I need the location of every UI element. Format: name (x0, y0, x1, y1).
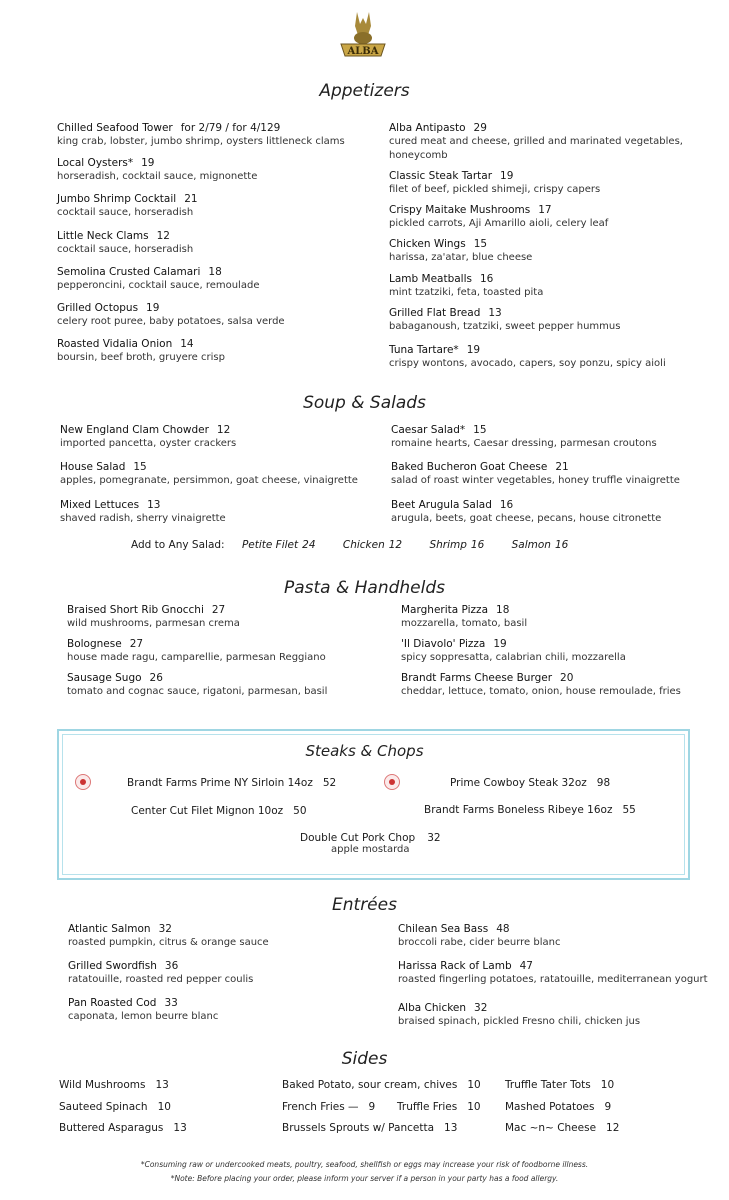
item-description: wild mushrooms, parmesan crema (67, 618, 240, 629)
item-price: 13 (147, 499, 161, 511)
item-price: 15 (133, 461, 147, 473)
side-item (59, 1101, 171, 1113)
item-name: New England Clam Chowder (60, 424, 209, 436)
steak-name: Brandt Farms Prime NY Sirloin 14oz (127, 777, 313, 789)
item-price: 32 (158, 923, 172, 935)
side-price: 9 (368, 1101, 376, 1113)
item-name: Tuna Tartare* (389, 344, 459, 356)
item-price: 27 (129, 638, 144, 650)
item-description: horseradish, cocktail sauce, mignonette (57, 171, 258, 182)
item-price: 13 (488, 307, 502, 319)
menu-item (57, 121, 345, 149)
menu-item (67, 637, 326, 665)
side-name: Mac ~n~ Cheese (505, 1122, 597, 1134)
item-price: 18 (208, 266, 222, 278)
item-name: Beet Arugula Salad (391, 499, 492, 511)
side-item (282, 1122, 457, 1134)
item-description: boursin, beef broth, gruyere crisp (57, 352, 225, 363)
svg-text:ALBA: ALBA (347, 46, 379, 57)
item-price: 20 (560, 672, 574, 684)
item-description: pepperoncini, cocktail sauce, remoulade (57, 280, 260, 291)
side-name: Truffle Tater Tots (505, 1079, 591, 1091)
item-description: arugula, beets, goat cheese, pecans, house citronette (391, 513, 662, 524)
item-price: 47 (519, 960, 533, 972)
steak-price: 32 (427, 832, 441, 844)
item-name: Harissa Rack of Lamb (398, 960, 512, 972)
steak-name: Center Cut Filet Mignon 10oz (131, 805, 284, 817)
steak-price: 52 (322, 777, 337, 789)
item-name: Grilled Flat Bread (389, 307, 481, 319)
item-price: 18 (496, 604, 510, 616)
addon-name: Petite Filet (241, 539, 299, 551)
menu-item (391, 423, 657, 451)
side-price: 10 (600, 1079, 615, 1091)
item-name: 'Il Diavolo' Pizza (401, 638, 486, 650)
item-name: Alba Antipasto (389, 122, 466, 134)
side-item (59, 1122, 187, 1134)
footnote-raw-food: *Consuming raw or undercooked meats, poultry, seafood, shellfish or eggs may increase your risk of foodborne illness. (140, 1160, 589, 1169)
menu-item (389, 272, 543, 300)
item-description: harissa, za'atar, blue cheese (389, 252, 533, 263)
item-name: Chicken Wings (389, 238, 466, 250)
item-price: 19 (500, 170, 514, 182)
item-description: caponata, lemon beurre blanc (68, 1011, 219, 1022)
item-price: 14 (180, 338, 194, 350)
item-description: broccoli rabe, cider beurre blanc (398, 937, 561, 948)
menu-item (68, 959, 253, 987)
item-name: Baked Bucheron Goat Cheese (391, 461, 548, 473)
side-name: Brussels Sprouts w/ Pancetta (282, 1122, 435, 1134)
addon-name: Chicken (342, 539, 385, 551)
item-description: roasted fingerling potatoes, ratatouille, mediterranean yogurt (398, 974, 708, 985)
item-description: mozzarella, tomato, basil (401, 618, 528, 629)
item-name: Semolina Crusted Calamari (57, 266, 201, 278)
side-item (505, 1079, 614, 1091)
item-price: 36 (164, 960, 179, 972)
item-description: ratatouille, roasted red pepper coulis (68, 974, 254, 985)
side-price: 10 (467, 1101, 481, 1113)
item-description: roasted pumpkin, citrus & orange sauce (68, 937, 269, 948)
menu-item (67, 603, 240, 631)
item-price: 19 (493, 638, 507, 650)
addon-name: Shrimp (429, 539, 467, 551)
item-name: Alba Chicken (398, 1002, 467, 1014)
item-description: braised spinach, pickled Fresno chili, chicken jus (398, 1016, 641, 1027)
menu-item (401, 671, 681, 699)
addon-price: 12 (388, 539, 403, 551)
item-price: 21 (555, 461, 569, 473)
menu-item (57, 301, 285, 329)
brandt-farms-badge-icon (75, 774, 91, 790)
menu-item (398, 1001, 640, 1029)
item-description: imported pancetta, oyster crackers (60, 438, 237, 449)
item-price: 19 (146, 302, 160, 314)
item-price: 12 (156, 230, 170, 242)
salad-addons (131, 539, 592, 551)
item-name: Crispy Maitake Mushrooms (389, 204, 531, 216)
menu-item (389, 169, 600, 197)
menu-item (389, 237, 532, 265)
addon-label: Add to Any Salad: (131, 539, 225, 551)
menu-item (389, 306, 620, 334)
item-name: Mixed Lettuces (60, 499, 140, 511)
item-name: Pan Roasted Cod (68, 997, 157, 1009)
item-price: 17 (538, 204, 552, 216)
item-name: Atlantic Salmon (68, 923, 151, 935)
menu-item (401, 603, 527, 631)
item-description: king crab, lobster, jumbo shrimp, oysters littleneck clams (57, 136, 345, 147)
item-price: 16 (480, 273, 494, 285)
steak-price: 55 (622, 804, 636, 816)
item-name: Chilled Seafood Tower (57, 122, 173, 134)
steak-item (424, 804, 636, 816)
item-description: tomato and cognac sauce, rigatoni, parmesan, basil (67, 686, 328, 697)
item-name: Braised Short Rib Gnocchi (67, 604, 204, 616)
menu-item (398, 959, 708, 987)
item-description: salad of roast winter vegetables, honey truffle vinaigrette (391, 475, 680, 486)
item-name: Jumbo Shrimp Cocktail (57, 193, 177, 205)
menu-item (389, 121, 709, 163)
side-item (505, 1101, 611, 1113)
menu-item (389, 203, 608, 231)
menu-item (67, 671, 327, 699)
item-price: 15 (473, 238, 488, 250)
section-title-soups: Soup & Salads (303, 393, 426, 413)
item-price: 12 (216, 424, 231, 436)
item-description: romaine hearts, Caesar dressing, parmesan croutons (391, 438, 657, 449)
menu-item (57, 156, 257, 184)
item-description: cocktail sauce, horseradish (57, 244, 194, 255)
side-price: 12 (606, 1122, 620, 1134)
item-description: cheddar, lettuce, tomato, onion, house remoulade, fries (401, 686, 681, 697)
item-description: cocktail sauce, horseradish (57, 207, 194, 218)
item-description: filet of beef, pickled shimeji, crispy capers (389, 184, 601, 195)
side-price: 10 (157, 1101, 171, 1113)
section-title-appetizers: Appetizers (319, 81, 410, 101)
item-description: spicy soppresatta, calabrian chili, mozzarella (401, 652, 626, 663)
item-name: Local Oysters* (57, 157, 134, 169)
side-name: Truffle Fries (397, 1101, 458, 1113)
item-name: Chilean Sea Bass (398, 923, 489, 935)
item-name: Classic Steak Tartar (389, 170, 493, 182)
menu-item (391, 498, 661, 526)
side-price: 13 (155, 1079, 169, 1091)
side-price: 13 (173, 1122, 187, 1134)
item-name: Lamb Meatballs (389, 273, 472, 285)
item-price: 32 (474, 1002, 488, 1014)
item-description: shaved radish, sherry vinaigrette (60, 513, 226, 524)
side-item (505, 1122, 619, 1134)
addon-price: 24 (302, 539, 316, 551)
item-description: house made ragu, camparellie, parmesan Reggiano (67, 652, 326, 663)
item-price: 48 (496, 923, 510, 935)
item-name: Margherita Pizza (401, 604, 489, 616)
side-item (282, 1079, 481, 1091)
item-name: Little Neck Clams (57, 230, 149, 242)
alba-logo (337, 8, 389, 62)
item-price: 19 (466, 344, 481, 356)
menu-item (401, 637, 626, 665)
item-price: 21 (184, 193, 198, 205)
menu-item (398, 922, 560, 950)
menu-item (60, 460, 358, 488)
menu-item (60, 498, 226, 526)
item-price: for 2/79 / for 4/129 (180, 122, 281, 134)
steak-desc: apple mostarda (331, 844, 410, 855)
item-description: mint tzatziki, feta, toasted pita (389, 287, 544, 298)
item-price: 27 (211, 604, 226, 616)
menu-item (68, 996, 218, 1024)
steak-item (300, 832, 441, 855)
addon-price: 16 (554, 539, 569, 551)
steak-price: 98 (596, 777, 611, 789)
item-name: Caesar Salad* (391, 424, 466, 436)
brandt-farms-badge-icon (384, 774, 400, 790)
steak-item (450, 777, 610, 789)
item-price: 26 (149, 672, 163, 684)
steak-name: Brandt Farms Boneless Ribeye 16oz (424, 804, 613, 816)
item-description: pickled carrots, Aji Amarillo aioli, celery leaf (389, 218, 609, 229)
item-price: 15 (473, 424, 487, 436)
side-name: Baked Potato, sour cream, chives (282, 1079, 458, 1091)
item-price: 19 (141, 157, 155, 169)
side-price: 10 (467, 1079, 481, 1091)
item-name: Sausage Sugo (67, 672, 142, 684)
steak-item (131, 805, 307, 817)
item-name: Brandt Farms Cheese Burger (401, 672, 553, 684)
item-price: 29 (473, 122, 487, 134)
menu-item (57, 337, 225, 365)
item-name: House Salad (60, 461, 126, 473)
item-description: crispy wontons, avocado, capers, soy ponzu, spicy aioli (389, 358, 666, 369)
item-name: Roasted Vidalia Onion (57, 338, 173, 350)
menu-item (391, 460, 680, 488)
item-name: Bolognese (67, 638, 122, 650)
side-name: Buttered Asparagus (59, 1122, 164, 1134)
menu-item (57, 229, 193, 257)
section-title-pasta: Pasta & Handhelds (283, 578, 446, 598)
menu-item (68, 922, 269, 950)
steak-name: Double Cut Pork Chop (300, 832, 416, 844)
item-description: cured meat and cheese, grilled and marinated vegetables, honeycomb (389, 136, 683, 161)
menu-item (60, 423, 236, 451)
steak-price: 50 (293, 805, 307, 817)
steak-item (127, 777, 336, 789)
item-description: celery root puree, baby potatoes, salsa verde (57, 316, 285, 327)
item-price: 33 (164, 997, 178, 1009)
side-item (397, 1101, 481, 1113)
section-title-entrees: Entrées (332, 895, 397, 915)
item-name: Grilled Swordfish (68, 960, 157, 972)
footnote-allergy: *Note: Before placing your order, please inform your server if a person in your party has a food allergy. (170, 1174, 559, 1183)
addon-name: Salmon (511, 539, 551, 551)
menu-item (57, 265, 259, 293)
section-title-sides: Sides (341, 1049, 388, 1069)
side-price: 9 (604, 1101, 612, 1113)
menu-item (389, 343, 666, 371)
side-item (282, 1101, 375, 1113)
menu-item (57, 192, 198, 220)
side-name: Wild Mushrooms (59, 1079, 146, 1091)
section-title-steaks: Steaks & Chops (305, 742, 424, 760)
item-name: Grilled Octopus (57, 302, 139, 314)
side-name: Sauteed Spinach (59, 1101, 148, 1113)
item-description: babaganoush, tzatziki, sweet pepper hummus (389, 321, 621, 332)
side-name: French Fries — (282, 1101, 359, 1113)
addon-price: 16 (470, 539, 485, 551)
steak-name: Prime Cowboy Steak 32oz (450, 777, 587, 789)
item-description: apples, pomegranate, persimmon, goat cheese, vinaigrette (60, 475, 358, 486)
item-price: 16 (499, 499, 514, 511)
side-price: 13 (444, 1122, 458, 1134)
side-item (59, 1079, 169, 1091)
side-name: Mashed Potatoes (505, 1101, 595, 1113)
